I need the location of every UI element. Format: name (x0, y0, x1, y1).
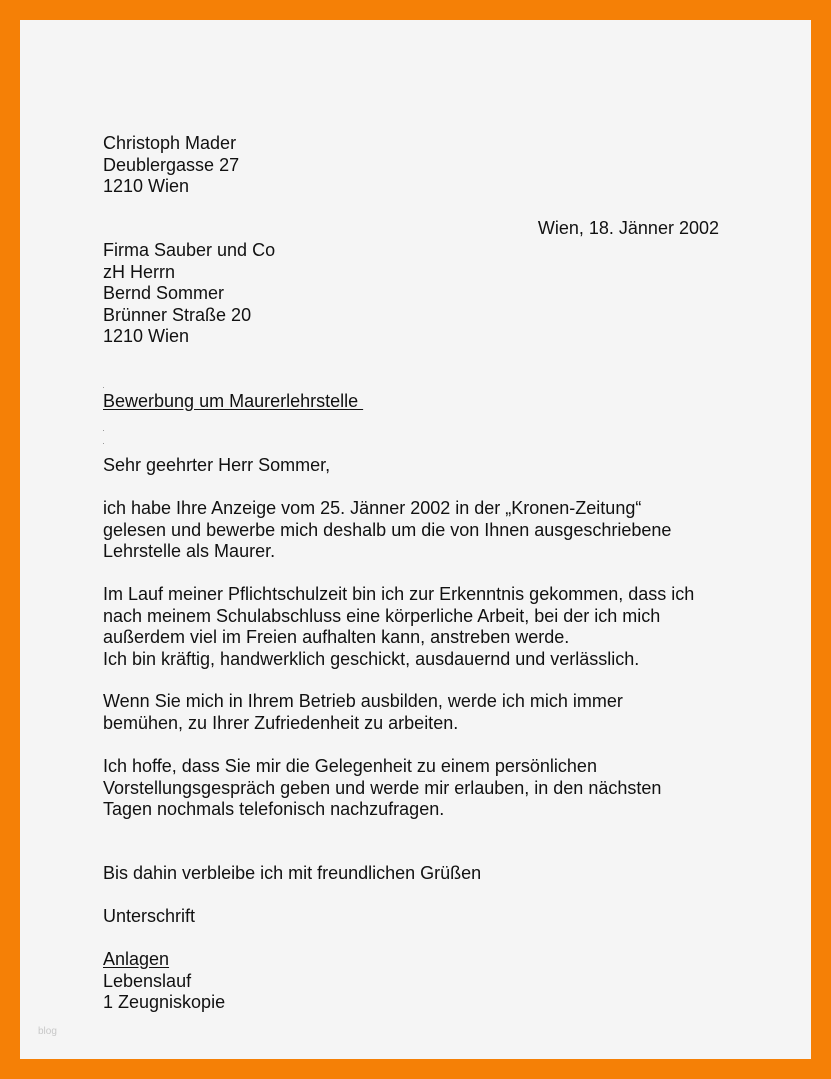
sender-city: 1210 Wien (103, 176, 190, 196)
paragraph-line: Lehrstelle als Maurer. (103, 541, 276, 561)
letter-page (20, 20, 811, 1059)
stray-mark (103, 443, 104, 444)
attachment-item: 1 Zeugniskopie (103, 992, 226, 1012)
attachments-heading: Anlagen (103, 949, 170, 969)
paragraph-line: Vorstellungsgespräch geben und werde mir erlauben, in den nächsten (103, 777, 662, 798)
recipient-address (103, 240, 275, 348)
recipient-city: 1210 Wien (103, 326, 190, 346)
stray-mark (103, 430, 104, 431)
recipient-street: Brünner Straße 20 (103, 304, 252, 325)
paragraph-line: außerdem viel im Freien aufhalten kann, anstreben werde. (103, 627, 570, 647)
watermark: blog (38, 1026, 57, 1037)
paragraph-4 (103, 756, 661, 821)
attachments (103, 949, 225, 1014)
closing: Bis dahin verbleibe ich mit freundlichen Grüßen (103, 863, 482, 883)
paragraph-line: bemühen, zu Ihrer Zufriedenheit zu arbeiten. (103, 712, 459, 733)
paragraph-3 (103, 691, 623, 734)
stray-mark (103, 387, 104, 388)
paragraph-line: nach meinem Schulabschluss eine körperliche Arbeit, bei der ich mich (103, 605, 661, 626)
paragraph-1 (103, 498, 671, 563)
salutation: Sehr geehrter Herr Sommer, (103, 455, 331, 475)
sender-address (103, 133, 239, 198)
paragraph-2 (103, 584, 694, 670)
paragraph-line: gelesen und bewerbe mich deshalb um die von Ihnen ausgeschriebene (103, 519, 672, 540)
recipient-name: Bernd Sommer (103, 283, 225, 303)
sender-street: Deublergasse 27 (103, 154, 240, 175)
paragraph-line: Ich bin kräftig, handwerklich geschickt, ausdauernd und verlässlich. (103, 648, 640, 669)
paragraph-line: Ich hoffe, dass Sie mir die Gelegenheit zu einem persönlichen (103, 756, 597, 776)
sender-name: Christoph Mader (103, 133, 237, 153)
attachment-item: Lebenslauf (103, 970, 192, 991)
paragraph-line: ich habe Ihre Anzeige vom 25. Jänner 2002 in der „Kronen-Zeitung“ (103, 498, 642, 518)
subject-line: Bewerbung um Maurerlehrstelle (103, 391, 364, 411)
paragraph-line: Im Lauf meiner Pflichtschulzeit bin ich zur Erkenntnis gekommen, dass ich (103, 584, 695, 604)
recipient-attention: zH Herrn (103, 261, 176, 282)
paragraph-line: Tagen nochmals telefonisch nachzufragen. (103, 799, 445, 819)
paragraph-line: Wenn Sie mich in Ihrem Betrieb ausbilden, werde ich mich immer (103, 691, 623, 711)
letter-date: Wien, 18. Jänner 2002 (537, 218, 719, 238)
signature: Unterschrift (103, 906, 196, 926)
recipient-company: Firma Sauber und Co (103, 240, 276, 260)
